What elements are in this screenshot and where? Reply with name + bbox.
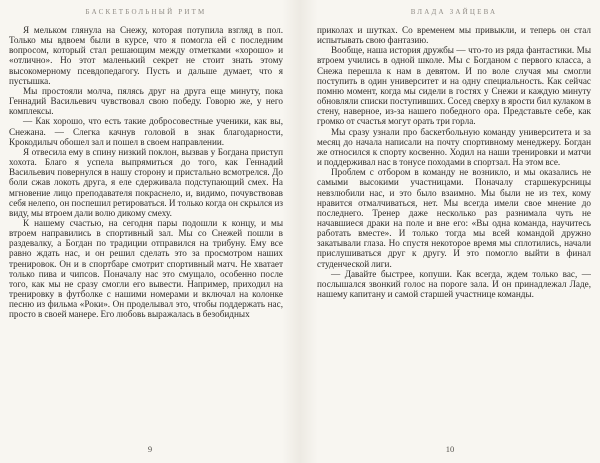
- paragraph: Мы простояли молча, пялясь друг на друга еще минуту, пока Геннадий Васильевич чувствовал свою победу. Говорю же, у него комплексы.: [9, 85, 283, 117]
- running-head-right: ВЛАДА ЗАЙЦЕВА: [410, 8, 498, 16]
- paragraph: Я мельком глянула на Снежу, которая потупила взгляд в пол. Только мы вдвоем были в курсе, что я помогла ей с последним вопросом, который стал решающим между отметками «хорошо» и «отлично». Но этот маленький секрет не стоит знать этому высокомерному псевдопедагогу. Пусть и дальше думает, что я пустышка.: [9, 25, 283, 86]
- page-number-right: 10: [445, 444, 455, 454]
- paragraph: Вообще, наша история дружбы — что-то из ряда фантастики. Мы втроем учились в одной школе. Мы с Богданом с первого класса, а Снежа перешла к нам в девятом. И по воле случая мы смогли поступить в один университет и на одну специальность. Как сейчас помню момент, когда мы сидели в гостях у Снежи и каждую минуту обновляли списки поступивших. Сосед сверху в ярости бил кулаком в стену, наверное, из-за нашего победного ора. Представьте себе, как громко от счастья могут орать три горла.: [317, 45, 591, 127]
- page-number-left: 9: [147, 444, 153, 454]
- paragraph: приколах и шутках. Со временем мы привыкли, и теперь он стал испытывать свою фантазию.: [317, 25, 591, 46]
- paragraph: К нашему счастью, на сегодня пары подошли к концу, и мы втроем направились в спортивный зал. Мы со Снежей пошли в раздевалку, а Богдан по традиции отправился на трибуну. Ему все равно ждать нас, и он решил сделать это за просмотром наших тренировок. Он и в спортбаре смотрит спортивный матч. Не хватает только пива и чипсов. Поначалу нас это смущало, особенно после того, как мы не сразу смогли его вывести. Например, приходил на тренировку в футболке с нашими номерами и включал на колонке песню из фильма «Роки». Он проделывал это, чтобы поддержать нас, просто в своей манере. Его любовь выражалась в безобидных: [9, 217, 283, 320]
- paragraph: Мы сразу узнали про баскетбольную команду университета и за месяц до начала написали на почту спортивному менеджеру. Богдан же относился к спорту косвенно. Ходил на наши тренировки и матчи и поддерживал нас в тонусе походами в спортзал. На этом все.: [317, 126, 591, 168]
- paragraph: — Как хорошо, что есть такие добросовестные ученики, как вы, Снежана. — Слегка качнув головой в знак благодарности, Крокодилыч обошел зал и пошел в своем направлении.: [9, 116, 283, 147]
- right-page-body: [317, 25, 591, 299]
- paragraph: Проблем с отбором в команду не возникло, и мы оказались не самыми высокими участницами. Поначалу старшекурсницы невзлюбили нас, и это было взаимно. Мы были не из тех, кому нравится отмалчиваться, нет. Мы всегда имели свое мнение до последнего. Тренер даже несколько раз разнимала чуть не начавшиеся драки на поле и вне его: «Вы одна команда, научитесь работать вместе». И только тогда мы всей командой дружно закатывали глаза. Но спустя некоторое время мы сплотились, начали прислушиваться друг к другу. И это помогло выйти в финал студенческой лиги.: [317, 167, 591, 269]
- left-page-body: [9, 25, 283, 320]
- running-head-left: БАСКЕТБОЛЬНЫЙ РИТМ: [85, 8, 207, 16]
- paragraph: — Давайте быстрее, копуши. Как всегда, ждем только вас, — послышался звонкий голос на пороге зала. И он принадлежал Ладе, нашему капитану и самой старшей участнице команды.: [317, 268, 591, 300]
- right-page: [300, 0, 600, 463]
- paragraph: Я отвесила ему в спину низкий поклон, вызвав у Богдана приступ хохота. Благо я успела выпрямиться до того, как Геннадий Васильевич повернулся в нашу сторону и пристально всмотрелся. До боли сжав локоть друга, я еле сдерживала подступающий смех. На мгновение лицо преподавателя покраснело, и, видимо, почувствовав себя нелепо, он поспешил ретироваться. И только когда он скрылся из виду, мы втроем дали волю дикому смеху.: [9, 146, 283, 218]
